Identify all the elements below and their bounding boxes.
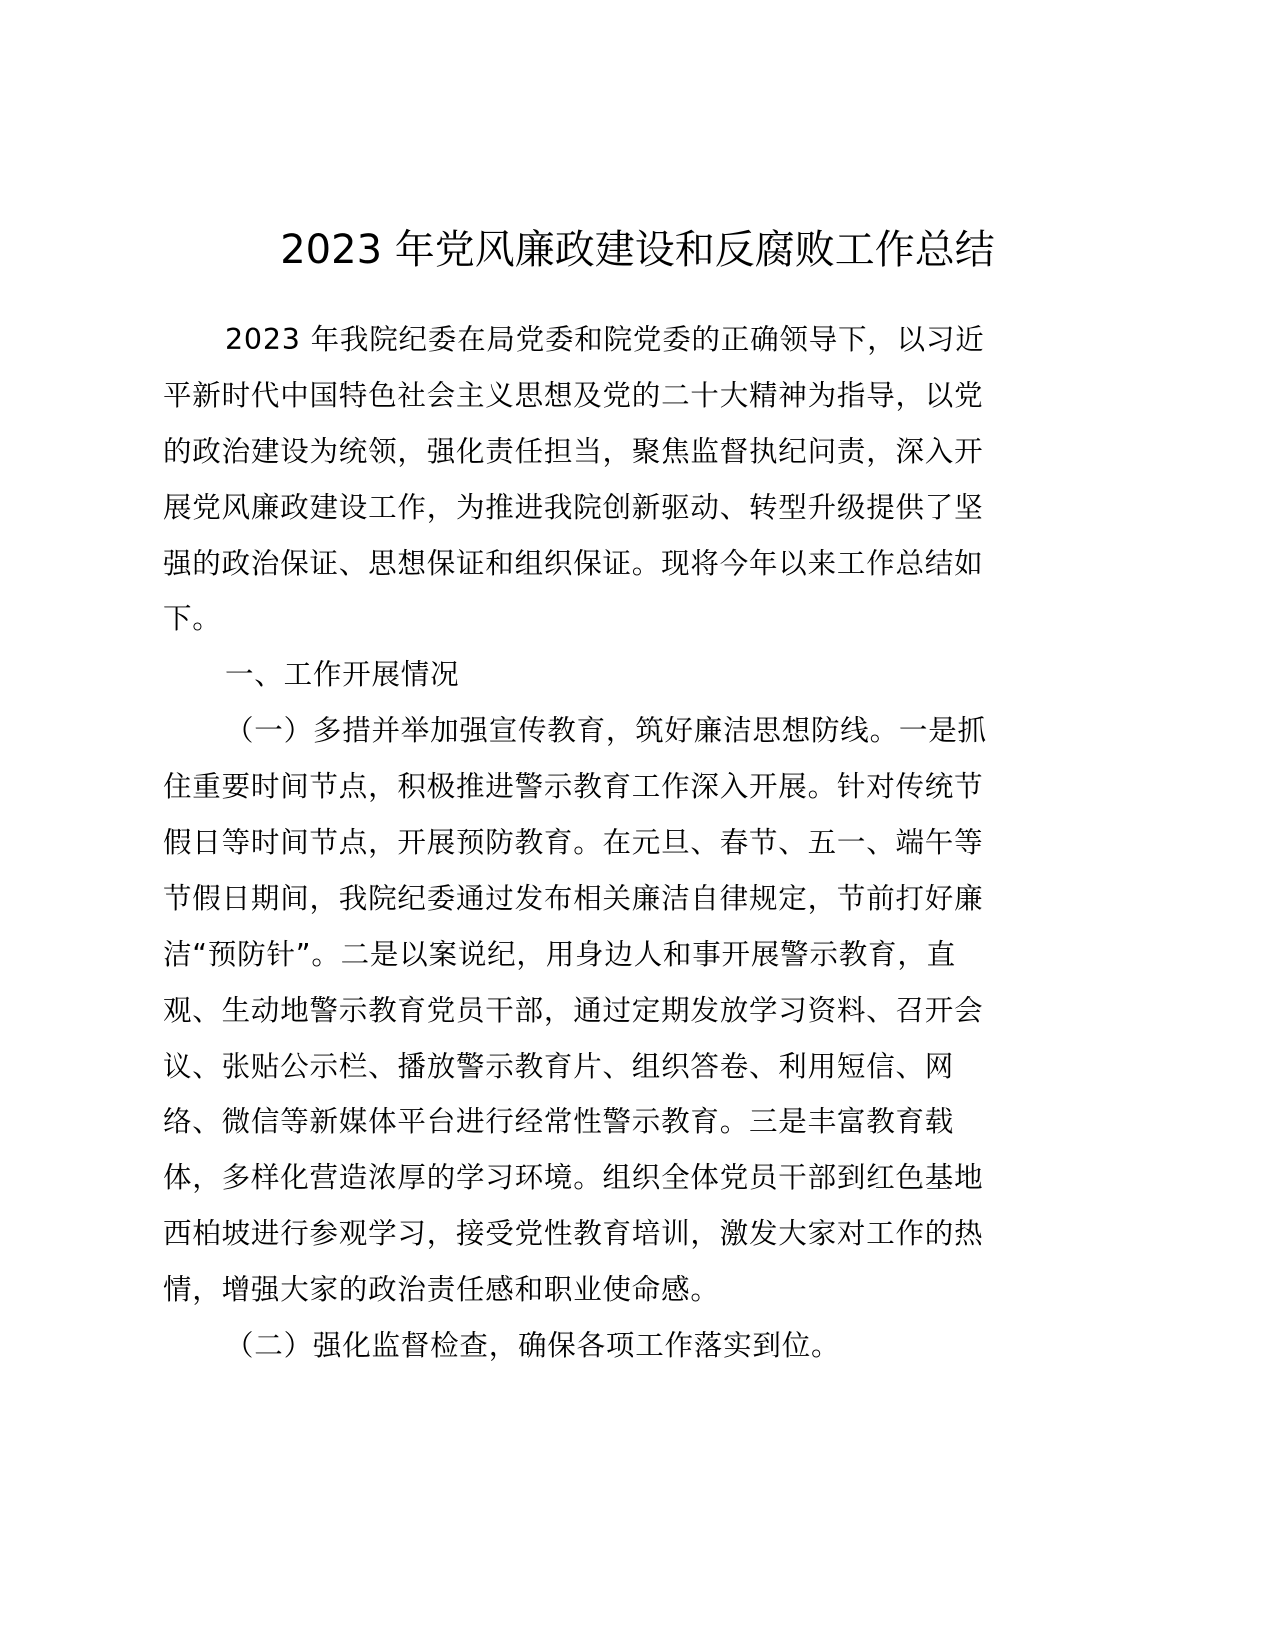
- paragraph-one-line-11: 情，增强大家的政治责任感和职业使命感。: [163, 1273, 720, 1307]
- paragraph-intro-line-2: 平新时代中国特色社会主义思想及党的二十大精神为指导，以党: [163, 378, 984, 412]
- document-body: [163, 312, 1095, 1374]
- paragraph-one-line-7: 议、张贴公示栏、播放警示教育片、组织答卷、利用短信、网: [163, 1049, 955, 1083]
- paragraph-intro-line-5: 强的政治保证、思想保证和组织保证。现将今年以来工作总结如: [163, 546, 984, 580]
- paragraph-two-line-1: （二）强化监督检查，确保各项工作落实到位。: [225, 1329, 841, 1363]
- paragraph-intro-line-4: 展党风廉政建设工作，为推进我院创新驱动、转型升级提供了坚: [163, 490, 984, 524]
- paragraph-one-line-4: 节假日期间，我院纪委通过发布相关廉洁自律规定，节前打好廉: [163, 881, 984, 915]
- paragraph-intro-line-6: 下。: [163, 602, 222, 636]
- paragraph-one-line-6: 观、生动地警示教育党员干部，通过定期发放学习资料、召开会: [163, 993, 984, 1027]
- paragraph-one-line-9: 体，多样化营造浓厚的学习环境。组织全体党员干部到红色基地: [163, 1161, 984, 1195]
- paragraph-one-line-8: 络、微信等新媒体平台进行经常性警示教育。三是丰富教育载: [163, 1105, 955, 1139]
- section-heading: 一、工作开展情况: [225, 658, 460, 692]
- paragraph-one-line-5: 洁“预防针”。二是以案说纪，用身边人和事开展警示教育，直: [163, 937, 956, 971]
- paragraph-one-line-1: （一）多措并举加强宣传教育，筑好廉洁思想防线。一是抓: [225, 714, 987, 748]
- paragraph-one-line-2: 住重要时间节点，积极推进警示教育工作深入开展。针对传统节: [163, 770, 984, 804]
- paragraph-one-line-10: 西柏坡进行参观学习，接受党性教育培训，激发大家对工作的热: [163, 1217, 984, 1251]
- paragraph-intro-line-3: 的政治建设为统领，强化责任担当，聚焦监督执纪问责，深入开: [163, 434, 984, 468]
- paragraph-intro-line-1: 2023 年我院纪委在局党委和院党委的正确领导下，以习近: [225, 323, 985, 356]
- document-title: 2023 年党风廉政建设和反腐败工作总结: [280, 227, 995, 273]
- paragraph-one-line-3: 假日等时间节点，开展预防教育。在元旦、春节、五一、端午等: [163, 826, 984, 860]
